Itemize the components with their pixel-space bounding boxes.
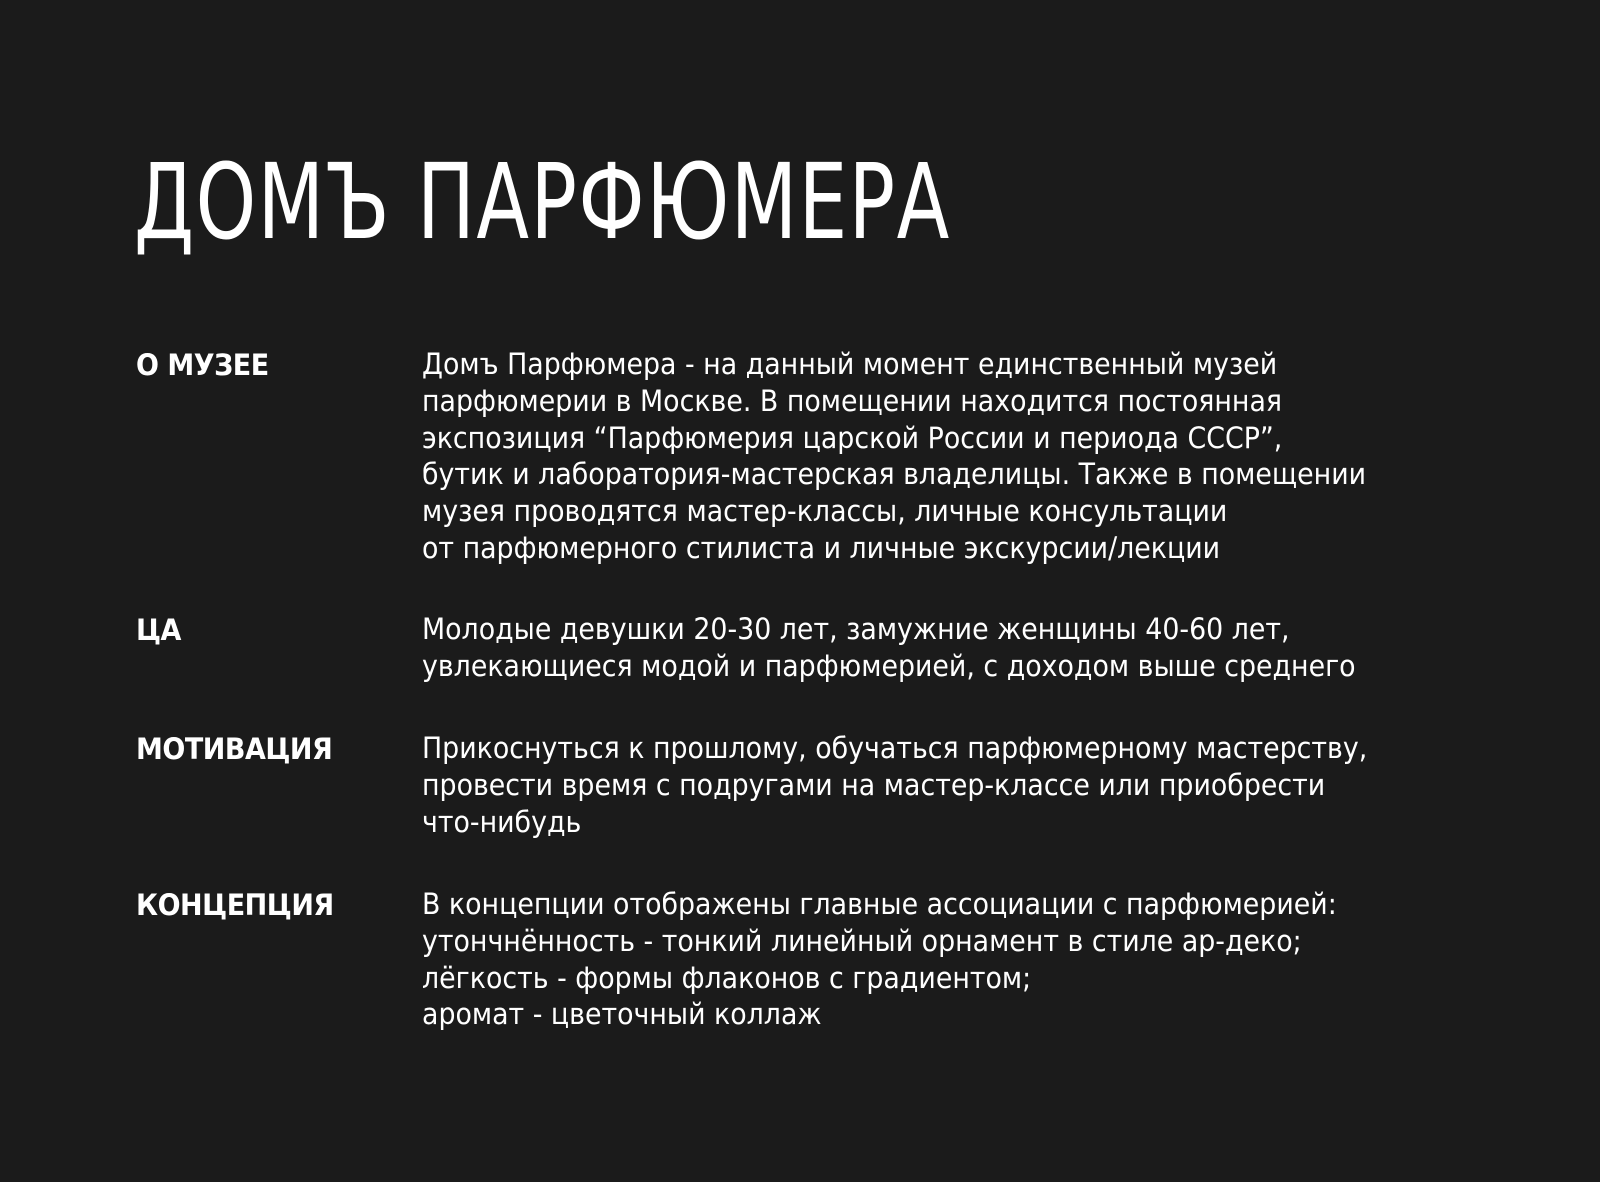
- text-line: В концепции отображены главные ассоциации с парфюмерией:: [422, 887, 1337, 921]
- text-line: Домъ Парфюмера - на данный момент единственный музей: [422, 347, 1278, 381]
- text-line: увлекающиеся модой и парфюмерией, с доходом выше среднего: [422, 648, 1356, 683]
- page-title: ДОМЪ ПАРФЮМЕРА: [134, 141, 951, 263]
- text-line: аромат - цветочный коллаж: [422, 997, 822, 1032]
- text-line: провести время с подругами на мастер-классе или приобрести: [422, 767, 1326, 802]
- section-label: КОНЦЕПЦИЯ: [136, 888, 334, 922]
- text-line: музея проводятся мастер-классы, личные консультации: [422, 494, 1228, 529]
- section-label: О МУЗЕЕ: [136, 348, 269, 382]
- text-line: Прикоснуться к прошлому, обучаться парфюмерному мастерству,: [422, 731, 1368, 765]
- text-line: утончнённость - тонкий линейный орнамент в стиле ар-деко;: [422, 923, 1302, 958]
- section-description: [422, 346, 1366, 567]
- text-line: Молодые девушки 20-30 лет, замужние женщины 40-60 лет,: [422, 612, 1290, 646]
- text-line: что-нибудь: [422, 804, 582, 839]
- section-description: [422, 611, 1356, 685]
- section-description: [422, 886, 1337, 1033]
- section-label: МОТИВАЦИЯ: [136, 732, 333, 766]
- text-line: от парфюмерного стилиста и личные экскурсии/лекции: [422, 530, 1221, 565]
- section-description: [422, 730, 1367, 840]
- section-label: ЦА: [136, 613, 181, 647]
- text-line: парфюмерии в Москве. В помещении находится постоянная: [422, 383, 1283, 418]
- text-line: экспозиция “Парфюмерия царской России и периода СССР”,: [422, 420, 1283, 455]
- text-line: бутик и лаборатория-мастерская владелицы. Также в помещении: [422, 457, 1367, 492]
- text-line: лёгкость - формы флаконов с градиентом;: [422, 960, 1032, 995]
